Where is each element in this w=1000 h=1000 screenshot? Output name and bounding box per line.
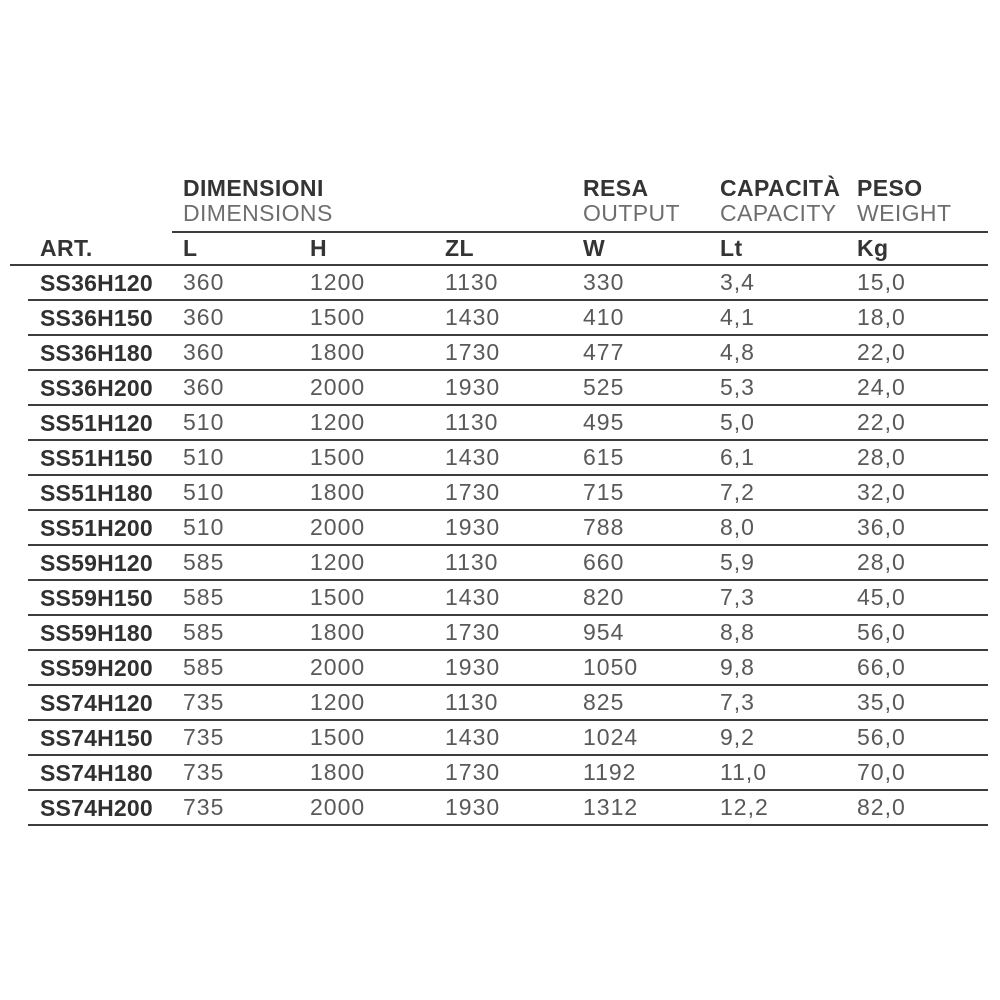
cell-art-code: SS51H120 [10,406,172,441]
cell-zl: 1930 [434,651,572,686]
cell-l: 360 [172,266,299,301]
cell-kg: 35,0 [846,686,988,721]
group-label-italian: PESO [857,175,923,201]
cell-l: 735 [172,721,299,756]
cell-zl: 1930 [434,511,572,546]
art-group-spacer [10,172,172,233]
group-label-italian: RESA [583,175,649,201]
cell-h: 2000 [299,651,434,686]
cell-w: 330 [572,266,709,301]
cell-w: 615 [572,441,709,476]
cell-kg: 56,0 [846,721,988,756]
column-header-kg: Kg [846,233,988,266]
cell-kg: 28,0 [846,441,988,476]
cell-art-code: SS74H180 [10,756,172,791]
cell-lt: 4,1 [709,301,846,336]
table-row [10,301,988,336]
cell-lt: 7,2 [709,476,846,511]
cell-w: 820 [572,581,709,616]
cell-kg: 70,0 [846,756,988,791]
cell-lt: 9,2 [709,721,846,756]
cell-art-code: SS51H150 [10,441,172,476]
cell-zl: 1730 [434,336,572,371]
cell-lt: 3,4 [709,266,846,301]
cell-kg: 24,0 [846,371,988,406]
cell-art-code: SS51H180 [10,476,172,511]
table-row [10,266,988,301]
cell-art-code: SS36H120 [10,266,172,301]
cell-h: 1800 [299,756,434,791]
table-row [10,546,988,581]
cell-w: 1312 [572,791,709,826]
cell-lt: 8,8 [709,616,846,651]
cell-art-code: SS59H150 [10,581,172,616]
cell-art-code: SS74H120 [10,686,172,721]
cell-l: 585 [172,581,299,616]
cell-kg: 28,0 [846,546,988,581]
cell-h: 2000 [299,791,434,826]
cell-l: 735 [172,756,299,791]
cell-h: 1200 [299,406,434,441]
group-label-italian: CAPACITÀ [720,175,841,201]
table-row [10,791,988,826]
group-label-english: CAPACITY [720,200,837,226]
cell-h: 1800 [299,476,434,511]
cell-w: 525 [572,371,709,406]
cell-zl: 1130 [434,546,572,581]
cell-zl: 1430 [434,581,572,616]
cell-kg: 18,0 [846,301,988,336]
table-row [10,406,988,441]
column-group-weight [846,172,988,233]
group-label-english: WEIGHT [857,200,952,226]
cell-kg: 22,0 [846,406,988,441]
column-group-output [572,172,709,233]
cell-l: 510 [172,441,299,476]
cell-lt: 7,3 [709,686,846,721]
cell-art-code: SS36H180 [10,336,172,371]
cell-w: 477 [572,336,709,371]
cell-l: 510 [172,511,299,546]
cell-w: 788 [572,511,709,546]
cell-l: 735 [172,791,299,826]
cell-l: 585 [172,546,299,581]
cell-w: 954 [572,616,709,651]
cell-zl: 1430 [434,721,572,756]
cell-zl: 1730 [434,616,572,651]
cell-zl: 1130 [434,266,572,301]
cell-h: 1200 [299,546,434,581]
cell-zl: 1930 [434,371,572,406]
cell-kg: 56,0 [846,616,988,651]
cell-lt: 9,8 [709,651,846,686]
cell-l: 360 [172,301,299,336]
cell-l: 360 [172,371,299,406]
cell-zl: 1430 [434,301,572,336]
column-header-lt: Lt [709,233,846,266]
cell-h: 1200 [299,686,434,721]
cell-lt: 4,8 [709,336,846,371]
cell-l: 585 [172,651,299,686]
cell-art-code: SS74H150 [10,721,172,756]
cell-kg: 15,0 [846,266,988,301]
cell-lt: 6,1 [709,441,846,476]
cell-w: 410 [572,301,709,336]
column-group-capacity [709,172,846,233]
cell-w: 495 [572,406,709,441]
cell-zl: 1430 [434,441,572,476]
table-row [10,371,988,406]
cell-lt: 11,0 [709,756,846,791]
cell-art-code: SS59H180 [10,616,172,651]
cell-w: 1050 [572,651,709,686]
cell-art-code: SS59H120 [10,546,172,581]
column-group-header-row [10,172,988,233]
cell-kg: 36,0 [846,511,988,546]
cell-h: 1500 [299,441,434,476]
spec-table [10,172,988,826]
table-row [10,441,988,476]
cell-lt: 5,9 [709,546,846,581]
table-row [10,476,988,511]
cell-zl: 1130 [434,406,572,441]
column-header-row [10,233,988,266]
cell-w: 660 [572,546,709,581]
cell-l: 360 [172,336,299,371]
cell-kg: 32,0 [846,476,988,511]
cell-l: 510 [172,476,299,511]
table-row [10,511,988,546]
cell-w: 825 [572,686,709,721]
cell-h: 1800 [299,336,434,371]
cell-l: 585 [172,616,299,651]
cell-art-code: SS59H200 [10,651,172,686]
cell-w: 1024 [572,721,709,756]
cell-w: 1192 [572,756,709,791]
column-group-dimensions [172,172,572,233]
cell-art-code: SS74H200 [10,791,172,826]
cell-lt: 5,3 [709,371,846,406]
cell-h: 1500 [299,301,434,336]
group-label-italian: DIMENSIONI [183,175,324,201]
cell-kg: 66,0 [846,651,988,686]
column-header-w: W [572,233,709,266]
cell-art-code: SS36H200 [10,371,172,406]
cell-zl: 1730 [434,476,572,511]
cell-lt: 5,0 [709,406,846,441]
table-row [10,756,988,791]
table-row [10,721,988,756]
cell-art-code: SS51H200 [10,511,172,546]
table-row [10,686,988,721]
table-row [10,336,988,371]
cell-h: 1800 [299,616,434,651]
cell-h: 2000 [299,511,434,546]
group-label-english: DIMENSIONS [183,200,333,226]
cell-l: 735 [172,686,299,721]
cell-h: 1500 [299,581,434,616]
cell-l: 510 [172,406,299,441]
table-row [10,616,988,651]
cell-kg: 45,0 [846,581,988,616]
cell-h: 1200 [299,266,434,301]
cell-lt: 7,3 [709,581,846,616]
cell-art-code: SS36H150 [10,301,172,336]
column-header-h: H [299,233,434,266]
cell-zl: 1730 [434,756,572,791]
table-row [10,651,988,686]
cell-kg: 82,0 [846,791,988,826]
cell-h: 1500 [299,721,434,756]
cell-zl: 1930 [434,791,572,826]
cell-w: 715 [572,476,709,511]
cell-zl: 1130 [434,686,572,721]
table-row [10,581,988,616]
cell-kg: 22,0 [846,336,988,371]
column-header-l: L [172,233,299,266]
group-label-english: OUTPUT [583,200,680,226]
cell-lt: 12,2 [709,791,846,826]
spec-table-body [10,266,988,826]
column-header-zl: ZL [434,233,572,266]
cell-h: 2000 [299,371,434,406]
cell-lt: 8,0 [709,511,846,546]
column-header-art: ART. [10,233,172,266]
